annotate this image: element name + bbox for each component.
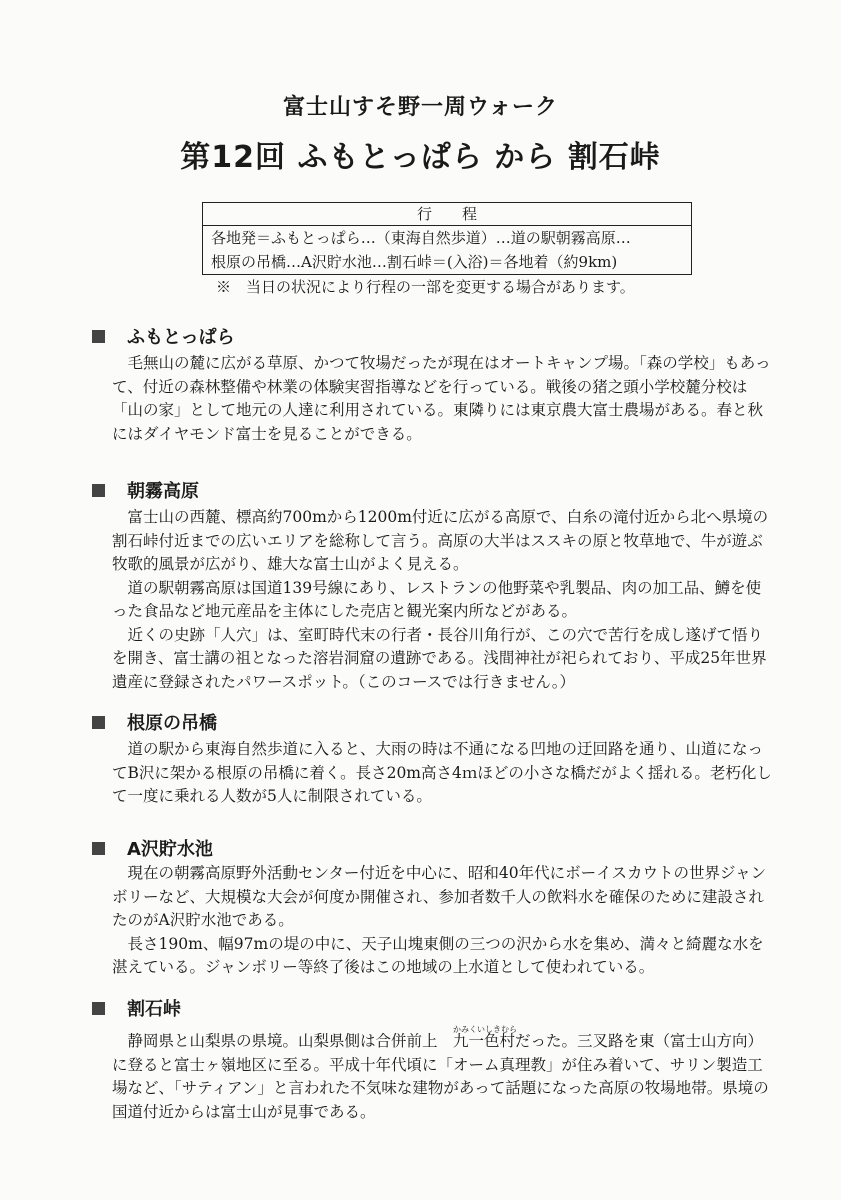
section-heading	[92, 998, 181, 1022]
section-heading-text: ふもとっぱら	[127, 327, 235, 348]
paragraph-text: 静岡県と山梨県の県境。山梨県側は合併前上	[127, 1032, 438, 1050]
ruby-reading: かみくいしきむら	[453, 1025, 518, 1034]
section-heading	[92, 326, 235, 350]
square-bullet-icon	[92, 1002, 105, 1015]
section-heading-text: 割石峠	[127, 999, 181, 1020]
paragraph	[112, 1025, 772, 1124]
paragraph: 毛無山の麓に広がる草原、かつて牧場だったが現在はオートキャンプ場。「森の学校」もあって、付近の森林整備や林業の体験実習指導などを行っている。戦後の猪之頭小学校麓分校は「山の家」として地元の人達に利用されている。東隣りには東京農大富士農場がある。春と秋にはダイヤモンド富士を見ることができる。	[112, 354, 771, 443]
paragraph: 近くの史跡「人穴」は、室町時代末の行者・長谷川角行が、この穴で苦行を成し遂げて悟りを開き、富士講の祖となった溶岩洞窟の遺跡である。浅間神社が祀られており、平成25年世界遺産に登録されたパワースポット。（このコースでは行きません。）	[112, 625, 767, 691]
paragraph: 道の駅から東海自然歩道に入ると、大雨の時は不通になる凹地の迂回路を通り、山道になってB沢に架かる根原の吊橋に着く。長さ20m高さ4ｍほどの小さな橋だがよく揺れる。老朽化して一度に乗れる人数が5人に制限されている。	[112, 740, 772, 805]
section-heading	[92, 838, 213, 862]
section-heading	[92, 712, 217, 736]
document-subtitle: 富士山すそ野一周ウォーク	[282, 95, 559, 120]
section-heading	[92, 480, 199, 504]
section-heading-text: 朝霧高原	[127, 481, 199, 502]
ruby-annotated-text	[438, 1025, 518, 1054]
document-title: 第12回 ふもとっぱら から 割石峠	[180, 140, 661, 175]
paragraph-text: だった。三叉路を東（富士山方向）に登ると富士ヶ嶺地区に至る。平成十年代頃に「オーム真理教」が住み着いて、サリン製造工場など、「サティアン」と言われた不気味な建物があって話題になった高原の牧場地帯。県境の国道付近からは富士山が見事である。	[112, 1032, 769, 1121]
itinerary-note: ※ 当日の状況により行程の一部を変更する場合があります。	[216, 278, 635, 296]
paragraph: 現在の朝霧高原野外活動センター付近を中心に、昭和40年代にボーイスカウトの世界ジャンボリーなど、大規模な大会が何度か開催され、参加者数千人の飲料水を確保のために建設されたのがA沢貯水池である。	[112, 864, 767, 929]
section-body	[112, 738, 772, 809]
square-bullet-icon	[92, 716, 105, 729]
section-heading-text: 根原の吊橋	[127, 713, 217, 734]
itinerary-heading: 行程	[203, 203, 691, 226]
section-body	[112, 1025, 772, 1124]
ruby-base: 九一色村	[453, 1032, 516, 1050]
square-bullet-icon	[92, 484, 105, 497]
itinerary-line: 各地発＝ふもとっぱら…（東海自然歩道）…道の駅朝霧高原…	[211, 229, 631, 247]
paragraph: 道の駅朝霧高原は国道139号線にあり、レストランの他野菜や乳製品、肉の加工品、鱒を使った食品など地元産品を主体にした売店と観光案内所などがある。	[112, 578, 762, 620]
section-heading-text: A沢貯水池	[127, 839, 213, 860]
paragraph: 長さ190m、幅97mの堤の中に、天子山塊東側の三つの沢から水を集め、満々と綺麗な水を湛えている。ジャンボリー等終了後はこの地域の上水道として使われている。	[112, 934, 764, 976]
square-bullet-icon	[92, 330, 105, 343]
section-body	[112, 506, 772, 694]
itinerary-line: 根原の吊橋…A沢貯水池…割石峠＝(入浴)＝各地着（約9km)	[211, 253, 618, 271]
section-body	[112, 352, 772, 446]
itinerary-box	[202, 202, 692, 275]
section-body	[112, 862, 772, 980]
square-bullet-icon	[92, 842, 105, 855]
paragraph: 富士山の西麓、標高約700mから1200m付近に広がる高原で、白糸の滝付近から北へ県境の割石峠付近までの広いエリアを総称して言う。高原の大半はススキの原と牧草地で、牛が遊ぶ牧歌的風景が広がり、雄大な富士山がよく見える。	[112, 508, 769, 573]
